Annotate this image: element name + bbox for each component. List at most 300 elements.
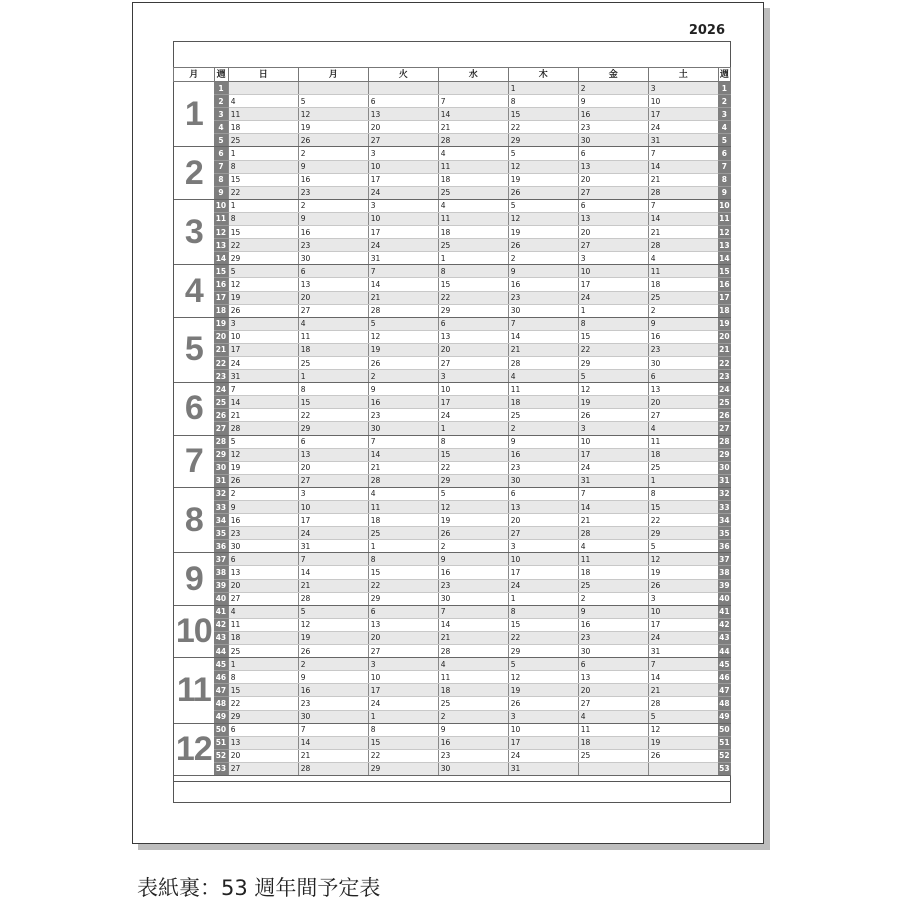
week-number-right: 22 bbox=[718, 356, 730, 369]
week-number: 26 bbox=[214, 409, 228, 422]
week-number-right: 50 bbox=[718, 723, 730, 736]
day-cell: 24 bbox=[368, 186, 438, 199]
day-cell: 3 bbox=[648, 592, 718, 605]
annual-calendar-table bbox=[173, 67, 731, 776]
week-row bbox=[174, 579, 731, 592]
day-cell: 23 bbox=[368, 409, 438, 422]
week-row bbox=[174, 160, 731, 173]
day-cell: 2 bbox=[298, 199, 368, 212]
day-cell: 12 bbox=[508, 212, 578, 225]
week-row bbox=[174, 553, 731, 566]
day-cell: 12 bbox=[228, 448, 298, 461]
day-cell bbox=[438, 82, 508, 95]
day-cell: 3 bbox=[298, 487, 368, 500]
week-row bbox=[174, 684, 731, 697]
day-cell: 18 bbox=[438, 684, 508, 697]
day-cell: 4 bbox=[228, 95, 298, 108]
day-cell bbox=[648, 762, 718, 775]
week-row bbox=[174, 618, 731, 631]
day-cell: 5 bbox=[368, 317, 438, 330]
day-cell: 12 bbox=[648, 553, 718, 566]
week-number: 3 bbox=[214, 108, 228, 121]
week-number: 4 bbox=[214, 121, 228, 134]
day-cell: 31 bbox=[578, 474, 648, 487]
day-cell: 13 bbox=[648, 383, 718, 396]
day-cell: 17 bbox=[648, 618, 718, 631]
day-cell: 14 bbox=[298, 566, 368, 579]
week-number-right: 9 bbox=[718, 186, 730, 199]
day-cell: 24 bbox=[368, 239, 438, 252]
day-cell: 13 bbox=[578, 212, 648, 225]
day-cell: 30 bbox=[228, 540, 298, 553]
day-cell: 4 bbox=[578, 710, 648, 723]
day-cell: 22 bbox=[648, 514, 718, 527]
week-number-right: 11 bbox=[718, 212, 730, 225]
week-number: 18 bbox=[214, 304, 228, 317]
day-cell: 13 bbox=[368, 618, 438, 631]
day-cell: 20 bbox=[228, 579, 298, 592]
day-header-thu: 木 bbox=[508, 68, 578, 82]
day-cell: 16 bbox=[228, 514, 298, 527]
week-number: 19 bbox=[214, 317, 228, 330]
week-row bbox=[174, 422, 731, 435]
day-cell: 25 bbox=[578, 749, 648, 762]
day-cell: 15 bbox=[578, 330, 648, 343]
day-cell: 22 bbox=[228, 239, 298, 252]
week-number-right: 37 bbox=[718, 553, 730, 566]
day-cell: 6 bbox=[368, 605, 438, 618]
day-cell: 5 bbox=[648, 540, 718, 553]
day-cell: 16 bbox=[298, 173, 368, 186]
day-cell: 21 bbox=[648, 226, 718, 239]
day-cell: 7 bbox=[368, 435, 438, 448]
day-cell: 19 bbox=[648, 736, 718, 749]
day-cell: 20 bbox=[438, 343, 508, 356]
week-number: 28 bbox=[214, 435, 228, 448]
week-number: 40 bbox=[214, 592, 228, 605]
day-cell: 14 bbox=[368, 448, 438, 461]
day-cell: 1 bbox=[578, 304, 648, 317]
week-row bbox=[174, 671, 731, 684]
week-number: 43 bbox=[214, 631, 228, 644]
day-cell: 5 bbox=[508, 199, 578, 212]
day-cell: 27 bbox=[648, 409, 718, 422]
day-cell: 24 bbox=[648, 121, 718, 134]
day-cell: 21 bbox=[438, 121, 508, 134]
week-number-right: 29 bbox=[718, 448, 730, 461]
day-cell: 27 bbox=[368, 645, 438, 658]
day-cell: 13 bbox=[298, 448, 368, 461]
day-cell: 18 bbox=[578, 566, 648, 579]
week-number-right: 27 bbox=[718, 422, 730, 435]
day-cell: 7 bbox=[298, 553, 368, 566]
day-cell: 5 bbox=[508, 147, 578, 160]
day-cell: 26 bbox=[508, 239, 578, 252]
week-row bbox=[174, 501, 731, 514]
week-number-right: 30 bbox=[718, 461, 730, 474]
day-cell: 9 bbox=[298, 212, 368, 225]
day-cell: 11 bbox=[648, 265, 718, 278]
day-cell: 25 bbox=[438, 239, 508, 252]
week-row bbox=[174, 317, 731, 330]
day-cell: 3 bbox=[228, 317, 298, 330]
day-header-mon: 月 bbox=[298, 68, 368, 82]
calendar-body bbox=[174, 82, 731, 776]
week-number-right: 34 bbox=[718, 514, 730, 527]
week-row bbox=[174, 291, 731, 304]
week-row bbox=[174, 173, 731, 186]
day-cell: 1 bbox=[438, 252, 508, 265]
week-row bbox=[174, 212, 731, 225]
day-cell: 25 bbox=[438, 186, 508, 199]
day-cell: 27 bbox=[438, 356, 508, 369]
day-cell: 11 bbox=[578, 723, 648, 736]
month-label: 8 bbox=[174, 487, 215, 552]
day-cell: 10 bbox=[508, 553, 578, 566]
year-label: 2026 bbox=[688, 23, 725, 38]
day-cell: 19 bbox=[298, 631, 368, 644]
week-number: 5 bbox=[214, 134, 228, 147]
week-row bbox=[174, 265, 731, 278]
day-cell: 28 bbox=[298, 762, 368, 775]
day-cell: 21 bbox=[508, 343, 578, 356]
day-cell: 1 bbox=[368, 540, 438, 553]
day-cell: 10 bbox=[648, 95, 718, 108]
day-cell: 19 bbox=[368, 343, 438, 356]
day-cell: 25 bbox=[438, 697, 508, 710]
week-number-right: 41 bbox=[718, 605, 730, 618]
day-cell: 2 bbox=[438, 710, 508, 723]
day-cell: 23 bbox=[578, 631, 648, 644]
day-cell: 20 bbox=[578, 226, 648, 239]
day-cell: 8 bbox=[578, 317, 648, 330]
day-cell: 4 bbox=[508, 370, 578, 383]
day-cell: 3 bbox=[368, 658, 438, 671]
day-cell: 20 bbox=[508, 514, 578, 527]
day-cell: 11 bbox=[368, 501, 438, 514]
week-number-right: 18 bbox=[718, 304, 730, 317]
day-cell: 19 bbox=[578, 396, 648, 409]
day-cell: 5 bbox=[578, 370, 648, 383]
week-number: 37 bbox=[214, 553, 228, 566]
week-row bbox=[174, 356, 731, 369]
week-number: 50 bbox=[214, 723, 228, 736]
week-number-right: 35 bbox=[718, 527, 730, 540]
day-cell: 19 bbox=[508, 173, 578, 186]
day-cell: 12 bbox=[508, 160, 578, 173]
day-header-sun: 日 bbox=[228, 68, 298, 82]
day-cell: 19 bbox=[298, 121, 368, 134]
day-cell: 31 bbox=[298, 540, 368, 553]
day-cell: 13 bbox=[228, 736, 298, 749]
day-cell: 4 bbox=[368, 487, 438, 500]
week-number: 46 bbox=[214, 671, 228, 684]
week-row bbox=[174, 383, 731, 396]
day-cell: 21 bbox=[228, 409, 298, 422]
day-cell: 23 bbox=[298, 697, 368, 710]
week-number: 30 bbox=[214, 461, 228, 474]
week-row bbox=[174, 82, 731, 95]
day-cell: 13 bbox=[438, 330, 508, 343]
week-number: 24 bbox=[214, 383, 228, 396]
day-cell: 31 bbox=[228, 370, 298, 383]
day-cell: 4 bbox=[298, 317, 368, 330]
week-number-right: 36 bbox=[718, 540, 730, 553]
day-cell: 10 bbox=[298, 501, 368, 514]
day-cell: 8 bbox=[648, 487, 718, 500]
day-cell: 17 bbox=[438, 396, 508, 409]
week-number: 17 bbox=[214, 291, 228, 304]
week-number: 42 bbox=[214, 618, 228, 631]
day-cell: 2 bbox=[648, 304, 718, 317]
week-number: 45 bbox=[214, 658, 228, 671]
day-cell: 17 bbox=[648, 108, 718, 121]
day-cell: 16 bbox=[298, 684, 368, 697]
day-cell: 4 bbox=[648, 422, 718, 435]
week-number: 15 bbox=[214, 265, 228, 278]
day-cell: 19 bbox=[438, 514, 508, 527]
day-cell: 2 bbox=[298, 147, 368, 160]
day-cell: 27 bbox=[298, 474, 368, 487]
day-cell: 21 bbox=[298, 749, 368, 762]
week-row bbox=[174, 252, 731, 265]
week-row bbox=[174, 448, 731, 461]
day-cell: 2 bbox=[578, 592, 648, 605]
week-row bbox=[174, 134, 731, 147]
week-number: 27 bbox=[214, 422, 228, 435]
day-cell: 12 bbox=[578, 383, 648, 396]
day-cell: 9 bbox=[578, 95, 648, 108]
day-cell: 11 bbox=[578, 553, 648, 566]
week-number: 11 bbox=[214, 212, 228, 225]
week-row bbox=[174, 514, 731, 527]
day-cell: 9 bbox=[298, 160, 368, 173]
week-number: 10 bbox=[214, 199, 228, 212]
day-cell: 9 bbox=[368, 383, 438, 396]
month-label: 5 bbox=[174, 317, 215, 382]
day-cell: 26 bbox=[368, 356, 438, 369]
day-cell: 27 bbox=[368, 134, 438, 147]
week-row bbox=[174, 736, 731, 749]
day-cell: 20 bbox=[228, 749, 298, 762]
day-cell: 27 bbox=[578, 186, 648, 199]
day-cell: 17 bbox=[578, 278, 648, 291]
day-cell: 27 bbox=[298, 304, 368, 317]
day-cell: 6 bbox=[228, 723, 298, 736]
day-cell: 29 bbox=[368, 592, 438, 605]
day-cell: 10 bbox=[578, 435, 648, 448]
day-cell: 24 bbox=[648, 631, 718, 644]
day-cell: 8 bbox=[228, 671, 298, 684]
day-cell: 25 bbox=[298, 356, 368, 369]
week-number-right: 23 bbox=[718, 370, 730, 383]
day-cell: 11 bbox=[648, 435, 718, 448]
day-cell: 18 bbox=[578, 736, 648, 749]
week-number: 14 bbox=[214, 252, 228, 265]
day-cell: 11 bbox=[438, 160, 508, 173]
day-cell: 17 bbox=[368, 684, 438, 697]
day-cell: 13 bbox=[578, 671, 648, 684]
day-cell: 28 bbox=[438, 645, 508, 658]
day-cell: 30 bbox=[578, 645, 648, 658]
day-cell: 30 bbox=[298, 710, 368, 723]
day-cell: 17 bbox=[368, 226, 438, 239]
day-cell: 8 bbox=[508, 95, 578, 108]
day-cell: 3 bbox=[368, 147, 438, 160]
day-cell: 8 bbox=[228, 160, 298, 173]
day-cell: 10 bbox=[648, 605, 718, 618]
day-cell: 30 bbox=[648, 356, 718, 369]
day-cell: 24 bbox=[298, 527, 368, 540]
day-cell: 20 bbox=[368, 121, 438, 134]
week-number-right: 46 bbox=[718, 671, 730, 684]
week-row bbox=[174, 749, 731, 762]
week-number: 52 bbox=[214, 749, 228, 762]
day-cell: 24 bbox=[228, 356, 298, 369]
day-cell: 18 bbox=[648, 278, 718, 291]
day-cell: 12 bbox=[508, 671, 578, 684]
day-cell bbox=[578, 762, 648, 775]
day-cell: 23 bbox=[298, 186, 368, 199]
day-cell: 22 bbox=[578, 343, 648, 356]
day-cell: 14 bbox=[578, 501, 648, 514]
day-cell: 20 bbox=[368, 631, 438, 644]
day-cell: 14 bbox=[648, 212, 718, 225]
day-cell: 7 bbox=[648, 658, 718, 671]
day-cell: 6 bbox=[578, 147, 648, 160]
day-cell: 15 bbox=[508, 618, 578, 631]
day-cell: 18 bbox=[648, 448, 718, 461]
day-cell: 27 bbox=[508, 527, 578, 540]
week-number-right: 21 bbox=[718, 343, 730, 356]
day-cell: 26 bbox=[578, 409, 648, 422]
week-row bbox=[174, 370, 731, 383]
week-number: 51 bbox=[214, 736, 228, 749]
week-number-right: 24 bbox=[718, 383, 730, 396]
day-cell: 30 bbox=[508, 474, 578, 487]
day-cell: 4 bbox=[438, 147, 508, 160]
day-cell: 5 bbox=[228, 265, 298, 278]
day-cell: 13 bbox=[298, 278, 368, 291]
day-cell: 28 bbox=[438, 134, 508, 147]
day-cell: 16 bbox=[578, 618, 648, 631]
day-cell: 14 bbox=[368, 278, 438, 291]
day-cell: 2 bbox=[298, 658, 368, 671]
week-number: 38 bbox=[214, 566, 228, 579]
week-number-right: 42 bbox=[718, 618, 730, 631]
day-cell: 28 bbox=[508, 356, 578, 369]
day-cell: 7 bbox=[228, 383, 298, 396]
day-cell: 9 bbox=[228, 501, 298, 514]
day-cell: 9 bbox=[578, 605, 648, 618]
day-cell: 21 bbox=[438, 631, 508, 644]
day-cell: 6 bbox=[578, 658, 648, 671]
week-row bbox=[174, 186, 731, 199]
day-cell: 18 bbox=[368, 514, 438, 527]
day-cell: 21 bbox=[648, 173, 718, 186]
day-cell: 27 bbox=[228, 592, 298, 605]
week-number-right: 43 bbox=[718, 631, 730, 644]
week-row bbox=[174, 278, 731, 291]
week-row bbox=[174, 762, 731, 775]
day-cell: 17 bbox=[298, 514, 368, 527]
day-cell: 6 bbox=[648, 370, 718, 383]
day-cell: 16 bbox=[438, 736, 508, 749]
day-cell: 15 bbox=[368, 566, 438, 579]
day-cell: 21 bbox=[368, 461, 438, 474]
day-cell: 6 bbox=[298, 435, 368, 448]
day-cell: 16 bbox=[298, 226, 368, 239]
day-cell bbox=[298, 82, 368, 95]
week-number-right: 52 bbox=[718, 749, 730, 762]
day-cell: 5 bbox=[648, 710, 718, 723]
day-cell: 10 bbox=[368, 671, 438, 684]
day-cell: 10 bbox=[438, 383, 508, 396]
week-number-right: 40 bbox=[718, 592, 730, 605]
day-cell: 12 bbox=[228, 278, 298, 291]
day-cell: 3 bbox=[578, 252, 648, 265]
week-number-right: 45 bbox=[718, 658, 730, 671]
day-cell: 31 bbox=[648, 645, 718, 658]
day-cell: 26 bbox=[298, 134, 368, 147]
day-cell: 14 bbox=[298, 736, 368, 749]
day-cell: 15 bbox=[368, 736, 438, 749]
week-number: 36 bbox=[214, 540, 228, 553]
day-cell: 19 bbox=[228, 291, 298, 304]
day-cell: 3 bbox=[508, 710, 578, 723]
day-cell: 4 bbox=[578, 540, 648, 553]
day-cell: 22 bbox=[368, 749, 438, 762]
week-row bbox=[174, 592, 731, 605]
day-cell: 11 bbox=[228, 618, 298, 631]
day-cell: 7 bbox=[438, 95, 508, 108]
day-cell: 23 bbox=[438, 749, 508, 762]
day-cell: 13 bbox=[508, 501, 578, 514]
day-cell: 1 bbox=[368, 710, 438, 723]
day-cell: 8 bbox=[508, 605, 578, 618]
day-cell: 7 bbox=[578, 487, 648, 500]
week-row bbox=[174, 658, 731, 671]
day-cell: 29 bbox=[228, 710, 298, 723]
day-cell: 23 bbox=[228, 527, 298, 540]
week-number-right: 16 bbox=[718, 278, 730, 291]
week-number: 49 bbox=[214, 710, 228, 723]
day-cell: 29 bbox=[578, 356, 648, 369]
day-cell: 18 bbox=[438, 226, 508, 239]
day-header-fri: 金 bbox=[578, 68, 648, 82]
week-number-right: 33 bbox=[718, 501, 730, 514]
week-number: 47 bbox=[214, 684, 228, 697]
week-row bbox=[174, 697, 731, 710]
day-cell: 23 bbox=[298, 239, 368, 252]
week-number-right: 20 bbox=[718, 330, 730, 343]
week-number-right: 25 bbox=[718, 396, 730, 409]
week-number-right: 7 bbox=[718, 160, 730, 173]
bottom-rule bbox=[173, 781, 731, 782]
day-cell: 12 bbox=[648, 723, 718, 736]
day-cell: 4 bbox=[228, 605, 298, 618]
day-cell: 11 bbox=[228, 108, 298, 121]
day-cell: 10 bbox=[508, 723, 578, 736]
day-cell: 19 bbox=[508, 226, 578, 239]
week-number: 21 bbox=[214, 343, 228, 356]
day-cell: 29 bbox=[438, 474, 508, 487]
calendar-sheet bbox=[132, 2, 764, 844]
day-cell: 2 bbox=[508, 422, 578, 435]
day-cell: 7 bbox=[368, 265, 438, 278]
week-number: 23 bbox=[214, 370, 228, 383]
day-cell: 12 bbox=[438, 501, 508, 514]
